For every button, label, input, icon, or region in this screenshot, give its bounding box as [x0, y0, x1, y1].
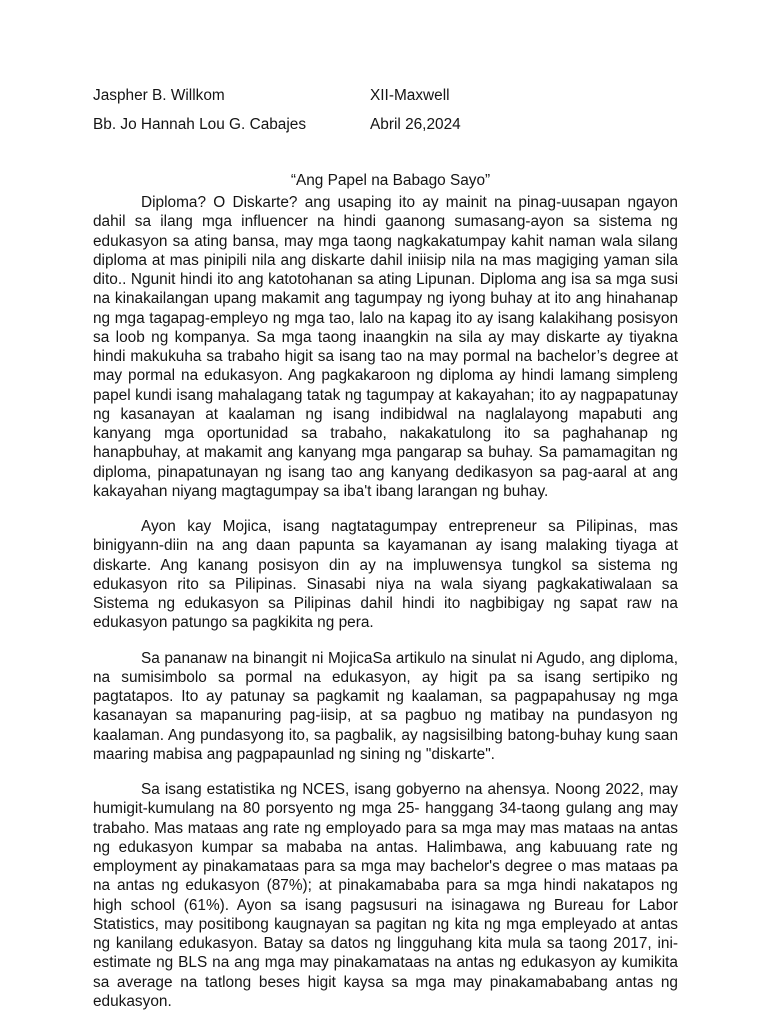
header-row-2	[93, 115, 678, 135]
essay-title: “Ang Papel na Babago Sayo”	[290, 172, 491, 189]
header-row-1	[93, 86, 678, 106]
paragraph-2: Ayon kay Mojica, isang nagtatagumpay entrepreneur sa Pilipinas, mas binigyann-diin na ang daan papunta sa kayamanan ay isang malaking tiyaga at diskarte. Ang kanang posisyon din ay na impluwensya tungkol sa sistema ng edukasyon rito sa Pilipinas. Sinasabi niya na wala siyang pagkakatiwalaan sa Sistema ng edukasyon sa Pilipinas dahil hindi ito nagbibigay ng sapat raw na edukasyon patungo sa pagkikita ng pera.	[93, 518, 678, 632]
teacher-name: Bb. Jo Hannah Lou G. Cabajes	[93, 116, 307, 133]
paragraph-1: Diploma? O Diskarte? ang usaping ito ay mainit na pinag-uusapan ngayon dahil sa ilang mga influencer na hindi gaanong sumasang-ayon sa sistema ng edukasyon sa ating bansa, may mga taong nagkakatumpay kahit naman wala silang diploma at mas pinipili nila ang diskarte dahil iniisip nila na mas magiging yaman sila dito.. Ngunit hindi ito ang katotohanan sa ating Lipunan. Diploma ang isa sa mga susi na kinakailangan upang makamit ang tagumpay ng iyong buhay at ito ang hinahanap ng mga tagapag-empleyo ng mga tao, lalo na kapag ito ay isang kalakihang posisyon sa loob ng kompanya. Sa mga taong inaangkin na sila ay may diskarte ay tiyakna hindi makukuha sa trabaho higit sa isang tao na may pormal na bachelor’s degree at may pormal na edukasyon. Ang pagkakaroon ng diploma ay hindi lamang simpleng papel kundi isang mahalagang tatak ng tagumpay at kakayahan; ito ay nagpapatunay ng kasanayan at kaalaman ng isang indibidwal na naglalayong mapabuti ang kanyang mga oportunidad sa trabaho, nakakatulong ito sa paghahanap ng hanapbuhay, at makamit ang kanyang mga pangarap sa buhay. Sa pamamagitan ng diploma, pinapatunayan ng isang tao ang kanyang dedikasyon sa pag-aaral at ang kakayahan niyang magtagumpay sa iba't ibang larangan ng buhay.	[93, 194, 678, 500]
paragraph-3: Sa pananaw na binangit ni MojicaSa artikulo na sinulat ni Agudo, ang diploma, na sumisimbolo sa pormal na edukasyon, ay higit pa sa isang sertipiko ng pagtatapos. Ito ay patunay sa pagkamit ng kaalaman, sa pagpapahusay ng mga kasanayan sa mapanuring pag-iisip, at sa pagbuo ng matibay na pundasyon ng kaalaman. Ang pundasyong ito, sa pagbalik, ay nagsisilbing batong-buhay kung saan maaring mabisa ang pagpapaunlad ng sining ng "diskarte".	[93, 649, 678, 763]
date-label: Abril 26,2024	[370, 116, 461, 133]
paragraph-4: Sa isang estatistika ng NCES, isang gobyerno na ahensya. Noong 2022, may humigit-kumulang na 80 porsyento ng mga 25- hanggang 34-taong gulang ang may trabaho. Mas mataas ang rate ng employado para sa mga may mas mataas na antas ng edukasyon kumpar sa mababa na antas. Halimbawa, ang kabuuang rate ng employment ay pinakamataas para sa mga may bachelor's degree o mas mataas pa na antas ng edukasyon (87%); at pinakamababa para sa mga hindi nakatapos ng high school (61%). Ayon sa isang pagsusuri na isinagawa ng Bureau for Labor Statistics, may positibong kaugnayan sa pagitan ng kita ng mga empleyado at antas ng kanilang edukasyon. Batay sa datos ng lingguhang kita mula sa taong 2017, ini-estimate ng BLS na ang mga may pinakamataas na antas ng edukasyon ay kumikita sa average na tatlong beses higit kaysa sa mga may pinakamababang antas ng edukasyon.	[93, 781, 678, 1010]
section-label: XII-Maxwell	[370, 87, 450, 104]
student-name: Jaspher B. Willkom	[93, 87, 225, 104]
